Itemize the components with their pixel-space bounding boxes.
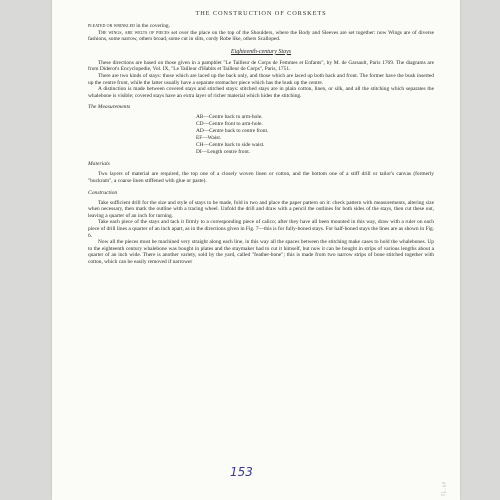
measurement-item: AD—Centre back to centre front. [196, 128, 269, 135]
construction-paragraph-3: Now all the pieces must be machined very straight along each line, in this way all the spaces between the stitching make cases to hold the whalebones. Up to the eighteenth century whalebone was bought in plates and the staymaker had to cut it himself, but now it can be bought in strips of various lengths about a quarter of an inch wide. There is another variety, sold by the yard, called "feather-bone"; this is made from two narrow strips of bone stitched together with cotton, which can be easily removed if narrower [88, 239, 434, 265]
measurement-item: AB—Centre back to arm-hole. [196, 114, 263, 121]
paragraph-distinction: A distinction is made between covered stays and stitched stays: stitched stays are in plain cotton, linen, or silk, and all the stitching which separates the whalebone is visible; covered stays have an extra layer of richer material which hides the stitching. [88, 86, 434, 99]
intro-p2-rest: set over the place on the top of the Shoulders, where the Body and Sleeves are set together: now Wings are of diverse fashions, some narrow, others broad, some cut in slits, cordy Robe like, others Scalloped. [88, 29, 435, 43]
measurement-item: DI—Length centre front. [196, 149, 251, 156]
measurement-item: CD—Centre front to arm-hole. [196, 121, 263, 128]
page-content [88, 10, 434, 265]
section-heading: Eighteenth-century Stays [230, 48, 292, 55]
paragraph-sources: These directions are based on those given in a pamphlet "Le Tailleur de Corps de Femmes et Enfants", by M. de Garsault, Paris 1769. The diagrams are from Diderot's Encyclopedie, Vol. IX, "Le Tailleur d'Habits et Tailleur de Corps", Paris, 1751. [88, 59, 434, 73]
intro-p1-rest: in the covering. [134, 23, 170, 29]
intro-paragraph-2 [88, 30, 434, 43]
materials-heading: Materials [88, 161, 110, 168]
measurements-heading: The Measurements [88, 104, 131, 111]
construction-heading: Construction [88, 189, 118, 196]
running-head: THE CONSTRUCTION OF CORSKETS [195, 10, 327, 17]
measurement-item: CH—Centre back to side waist. [196, 142, 265, 149]
intro-paragraph-1 [88, 23, 434, 30]
construction-paragraph-2: Take each piece of the stays and tack it firmly to a corresponding piece of calico; after they have all been mounted in this way, draw with a ruler on each piece of drill lines a quarter of an inch apart, as in the directions given in Fig. 7—this is for fully-boned stays. For half-boned stays the lines are as shown in Fig. 6. [88, 219, 434, 239]
intro-p1-lead: pleated or wrinkled [88, 23, 135, 29]
measurements-list [196, 114, 434, 156]
intro-p2-lead: The wings, are welts of pieces [98, 29, 170, 36]
materials-paragraph: Two layers of material are required, the top one of a closely woven linen or cotton, and the bottom one of a stiff drill or tailor's canvas (formerly "buckram", a coarse linen stiffened with glue or paste). [88, 171, 434, 184]
document-page [52, 0, 460, 500]
construction-paragraph-1: Take sufficient drill for the size and style of stays to be made, fold in two and place the paper pattern on it: check pattern with measurements, altering size when necessary, then mark the outline with a tracing wheel. Unfold the drill and draw with a pencil the outlines for both sides of the stays, then cut these out, leaving a quarter of an inch for turning. [88, 199, 434, 219]
corner-mark: TL.un [441, 481, 448, 497]
handwritten-page-number: 153 [230, 465, 253, 479]
paragraph-kinds: There are two kinds of stays: those which are laced up the back only, and those which are laced up both back and front. The former have the busk inserted up the centre front, while the latter usually have a separate stomacher piece which has the busk up the centre. [88, 72, 434, 86]
measurement-item: EF—Waist. [196, 135, 222, 142]
